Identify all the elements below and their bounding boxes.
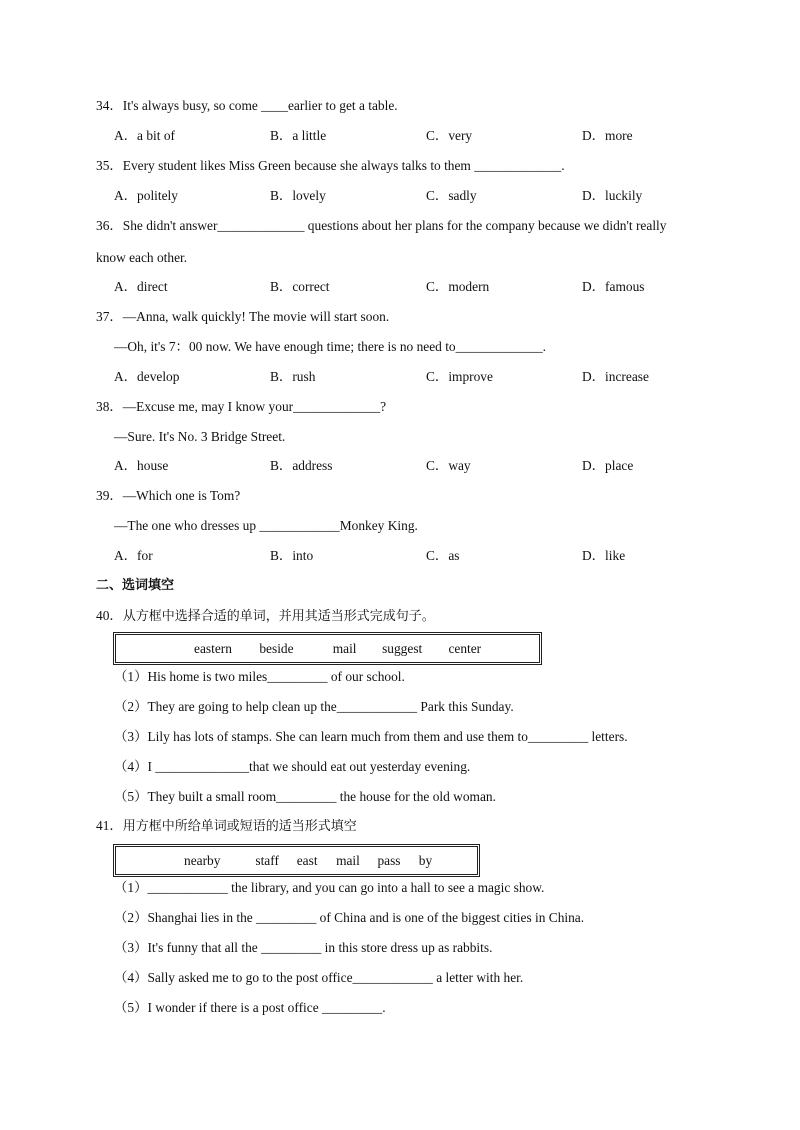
question-number: 39． bbox=[96, 488, 123, 503]
word-box-item: suggest bbox=[382, 641, 423, 656]
word-box-41 bbox=[113, 844, 480, 877]
question-instruction: 从方框中选择合适的单词，并用其适当形式完成句子。 bbox=[122, 609, 435, 624]
option-a[interactable]: A．a bit of bbox=[114, 128, 175, 143]
option-b[interactable]: B．correct bbox=[270, 279, 330, 294]
question-number: 34． bbox=[96, 98, 123, 113]
word-box-item: eastern bbox=[194, 641, 232, 656]
question-38 bbox=[96, 399, 386, 415]
question-40 bbox=[96, 608, 435, 625]
fill-item: （3）It's funny that all the _________ in this store dress up as rabbits. bbox=[114, 940, 493, 955]
word-box-item: staff bbox=[255, 853, 279, 868]
word-box-item: east bbox=[296, 853, 318, 868]
option-d[interactable]: D．place bbox=[582, 458, 634, 473]
option-b[interactable]: B．into bbox=[270, 548, 314, 563]
fill-item: （4）I ______________that we should eat out yesterday evening. bbox=[114, 759, 471, 774]
question-number: 40． bbox=[96, 608, 123, 623]
word-box-item: by bbox=[418, 853, 433, 868]
fill-item: （2）They are going to help clean up the____________ Park this Sunday. bbox=[114, 699, 514, 714]
option-c[interactable]: C．as bbox=[426, 548, 460, 563]
question-stem: —Which one is Tom? bbox=[122, 488, 241, 503]
question-stem: Every student likes Miss Green because she always talks to them _____________. bbox=[122, 158, 565, 173]
question-37-reply: —Oh, it's 7：00 now. We have enough time; there is no need to_____________. bbox=[114, 339, 547, 354]
question-35 bbox=[96, 158, 565, 174]
fill-item: （3）Lily has lots of stamps. She can learn much from them and use them to_________ letters. bbox=[114, 729, 628, 744]
fill-item: （4）Sally asked me to go to the post office____________ a letter with her. bbox=[114, 970, 524, 985]
word-box-item: center bbox=[448, 641, 482, 656]
question-41 bbox=[96, 818, 357, 835]
option-a[interactable]: A．politely bbox=[114, 188, 178, 203]
question-stem: —Excuse me, may I know your_____________? bbox=[122, 399, 387, 414]
fill-item: （5）They built a small room_________ the house for the old woman. bbox=[114, 789, 496, 804]
option-b[interactable]: B．address bbox=[270, 458, 333, 473]
word-box-item: nearby bbox=[184, 853, 221, 868]
option-c[interactable]: C．modern bbox=[426, 279, 490, 294]
question-number: 37． bbox=[96, 309, 123, 324]
question-stem: —Anna, walk quickly! The movie will start soon. bbox=[122, 309, 390, 324]
question-37 bbox=[96, 309, 389, 325]
question-39 bbox=[96, 488, 240, 504]
question-stem: She didn't answer_____________ questions about her plans for the company because we didn't really bbox=[122, 218, 667, 233]
option-a[interactable]: A．direct bbox=[114, 279, 168, 294]
question-number: 38． bbox=[96, 399, 123, 414]
question-number: 36． bbox=[96, 218, 123, 233]
question-34 bbox=[96, 98, 398, 114]
question-36 bbox=[96, 218, 666, 234]
option-c[interactable]: C．way bbox=[426, 458, 471, 473]
word-box-40 bbox=[113, 632, 542, 665]
option-b[interactable]: B．a little bbox=[270, 128, 327, 143]
option-d[interactable]: D．luckily bbox=[582, 188, 643, 203]
fill-item: （1）His home is two miles_________ of our school. bbox=[114, 669, 405, 684]
option-c[interactable]: C．very bbox=[426, 128, 473, 143]
option-d[interactable]: D．more bbox=[582, 128, 633, 143]
question-instruction: 用方框中所给单词或短语的适当形式填空 bbox=[122, 819, 357, 834]
question-38-reply: —Sure. It's No. 3 Bridge Street. bbox=[114, 429, 286, 444]
option-b[interactable]: B．rush bbox=[270, 369, 316, 384]
option-d[interactable]: D．like bbox=[582, 548, 626, 563]
option-a[interactable]: A．for bbox=[114, 548, 153, 563]
option-a[interactable]: A．house bbox=[114, 458, 169, 473]
option-d[interactable]: D．famous bbox=[582, 279, 645, 294]
option-d[interactable]: D．increase bbox=[582, 369, 649, 384]
question-number: 35． bbox=[96, 158, 123, 173]
question-number: 41． bbox=[96, 818, 123, 833]
option-c[interactable]: C．sadly bbox=[426, 188, 477, 203]
option-c[interactable]: C．improve bbox=[426, 369, 493, 384]
option-b[interactable]: B．lovely bbox=[270, 188, 326, 203]
fill-item: （1）____________ the library, and you can go into a hall to see a magic show. bbox=[114, 880, 545, 895]
option-a[interactable]: A．develop bbox=[114, 369, 180, 384]
question-36-continued: know each other. bbox=[96, 250, 188, 265]
word-box-item: mail bbox=[336, 853, 360, 868]
word-box-item: beside bbox=[259, 641, 294, 656]
fill-item: （5）I wonder if there is a post office _________. bbox=[114, 1000, 386, 1015]
question-stem: It's always busy, so come ____earlier to get a table. bbox=[122, 98, 398, 113]
fill-item: （2）Shanghai lies in the _________ of China and is one of the biggest cities in China. bbox=[114, 910, 585, 925]
section-heading: 二、选词填空 bbox=[96, 578, 175, 593]
question-39-reply: —The one who dresses up ____________Monkey King. bbox=[114, 518, 418, 533]
word-box-item: mail bbox=[332, 641, 357, 656]
word-box-item: pass bbox=[377, 853, 401, 868]
